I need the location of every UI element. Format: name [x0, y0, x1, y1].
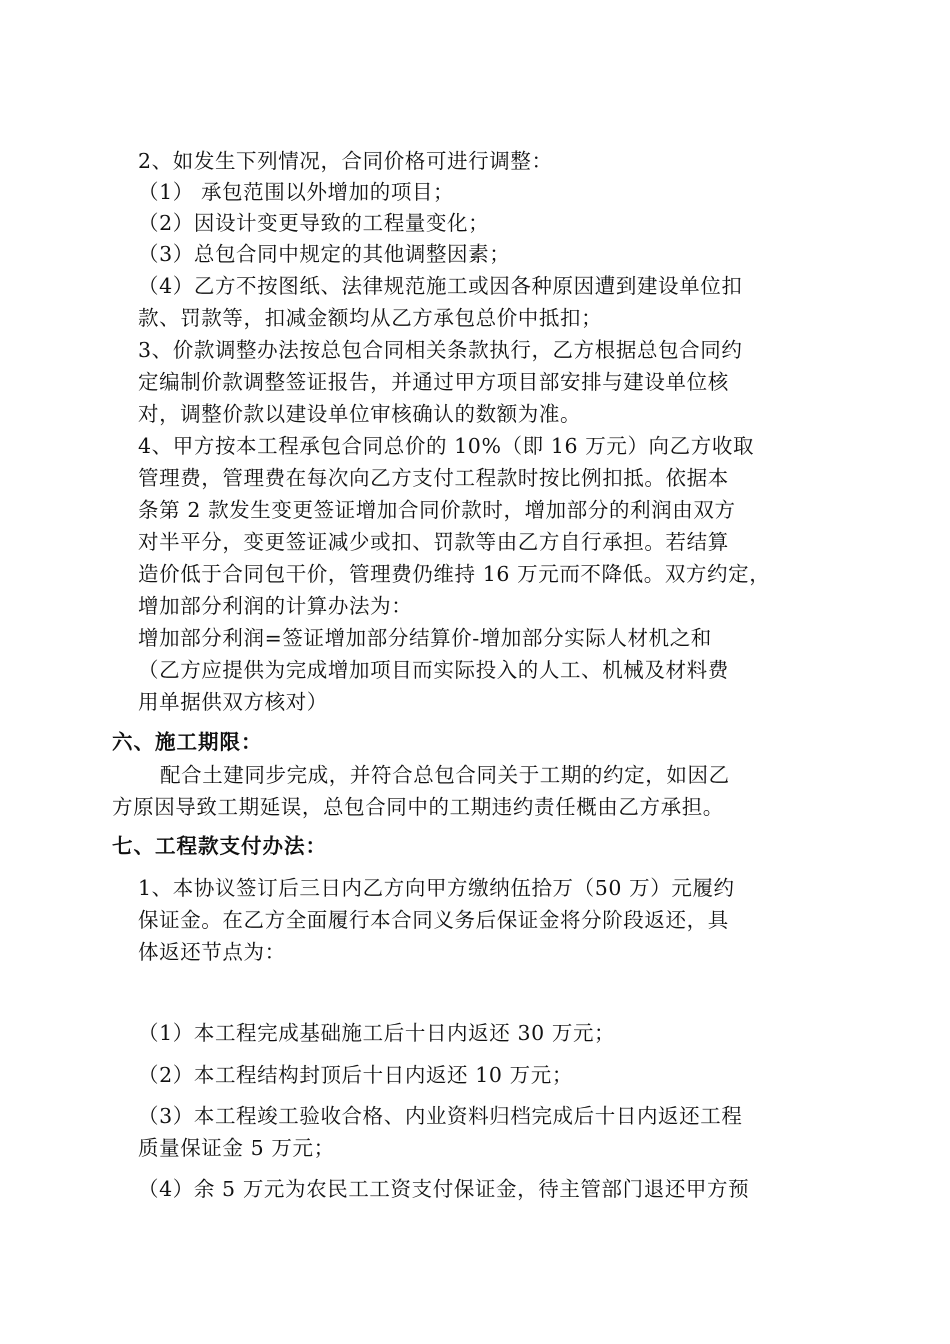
clause-2-sub-1: （1） 承包范围以外增加的项目； [138, 180, 455, 204]
clause-2-intro: 2、如发生下列情况，合同价格可进行调整： [138, 149, 553, 173]
section-6-line-2: 方原因导致工期延误，总包合同中的工期违约责任概由乙方承担。 [112, 795, 724, 819]
section-6-heading: 六、施工期限： [112, 730, 263, 754]
section-6-line-1: 配合土建同步完成，并符合总包合同关于工期的约定，如因乙 [160, 763, 730, 787]
clause-4-line-2: 管理费，管理费在每次向乙方支付工程款时按比例扣抵。依据本 [138, 466, 729, 490]
clause-3-line-3: 对，调整价款以建设单位审核确认的数额为准。 [138, 402, 582, 426]
refund-item-3-line-1: （3）本工程竣工验收合格、内业资料归档完成后十日内返还工程 [138, 1104, 743, 1128]
clause-3-line-2: 定编制价款调整签证报告，并通过甲方项目部安排与建设单位核 [138, 370, 729, 394]
clause-2-sub-4-line-2: 款、罚款等，扣减金额均从乙方承包总价中抵扣； [138, 306, 603, 330]
clause-4-line-3: 条第 2 款发生变更签证增加合同价款时，增加部分的利润由双方 [138, 498, 736, 522]
section-7-heading: 七、工程款支付办法： [112, 834, 327, 858]
clause-2-sub-2: （2）因设计变更导致的工程量变化； [138, 211, 490, 235]
clause-4-line-6: 增加部分利润的计算办法为： [138, 594, 413, 618]
profit-formula: 增加部分利润=签证增加部分结算价-增加部分实际人材机之和 [138, 626, 712, 650]
formula-note-line-1: （乙方应提供为完成增加项目而实际投入的人工、机械及材料费 [138, 658, 729, 682]
refund-item-1: （1）本工程完成基础施工后十日内返还 30 万元； [138, 1021, 616, 1045]
clause-3-line-1: 3、价款调整办法按总包合同相关条款执行，乙方根据总包合同约 [138, 338, 743, 362]
refund-item-4-line-1: （4）余 5 万元为农民工工资支付保证金，待主管部门退还甲方预 [138, 1177, 750, 1201]
clause-4-line-5: 造价低于合同包干价，管理费仍维持 16 万元而不降低。双方约定， [138, 562, 771, 586]
section-7-item-1-line-1: 1、本协议签订后三日内乙方向甲方缴纳伍拾万（50 万）元履约 [138, 876, 735, 900]
clause-4-line-4: 对半平分，变更签证减少或扣、罚款等由乙方自行承担。若结算 [138, 530, 729, 554]
section-7-item-1-line-2: 保证金。在乙方全面履行本合同义务后保证金将分阶段返还，具 [138, 908, 729, 932]
refund-item-3-line-2: 质量保证金 5 万元； [138, 1136, 335, 1160]
clause-2-sub-4-line-1: （4）乙方不按图纸、法律规范施工或因各种原因遭到建设单位扣 [138, 274, 743, 298]
refund-item-2: （2）本工程结构封顶后十日内返还 10 万元； [138, 1063, 573, 1087]
clause-4-line-1: 4、甲方按本工程承包合同总价的 10%（即 16 万元）向乙方收取 [138, 434, 755, 458]
section-7-item-1-line-3: 体返还节点为： [138, 940, 286, 964]
formula-note-line-2: 用单据供双方核对） [138, 690, 328, 714]
clause-2-sub-3: （3）总包合同中规定的其他调整因素； [138, 242, 511, 266]
